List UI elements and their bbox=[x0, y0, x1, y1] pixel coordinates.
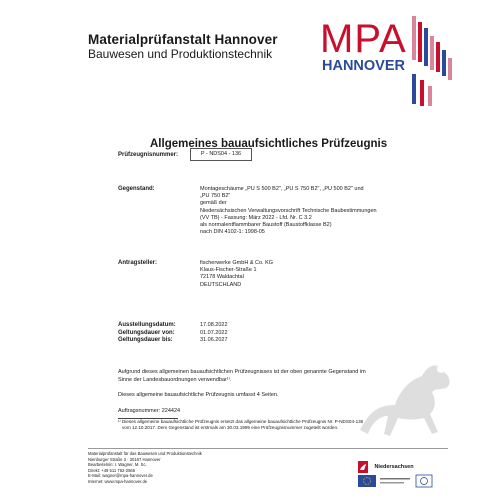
state-logo-text: Niedersachsen bbox=[374, 463, 414, 470]
niedersachsen-logo bbox=[358, 458, 448, 470]
page-count-paragraph: Dieses allgemeine bauaufsichtliche Prüfzeugnis umfasst 4 Seiten. bbox=[118, 392, 279, 398]
subject-text bbox=[200, 186, 377, 236]
issue-date-label: Ausstellungsdatum: bbox=[118, 322, 176, 328]
valid-from-value: 01.07.2022 bbox=[200, 329, 228, 336]
organization-name: Materialprüfanstalt Hannover bbox=[88, 32, 278, 47]
certificate-number-box: P - NDS04 - 136 bbox=[190, 148, 252, 161]
footnote bbox=[118, 419, 363, 430]
document-title: Allgemeines bauaufsichtliches Prüfzeugnis bbox=[150, 138, 388, 150]
subject-line: „PU 750 B2" bbox=[200, 193, 231, 200]
date-values bbox=[200, 322, 228, 345]
applicant-line: DEUTSCHLAND bbox=[200, 281, 242, 288]
mpa-hannover-logo bbox=[316, 12, 454, 112]
applicant-line: Klaus-Fischer-Straße 1 bbox=[200, 267, 257, 274]
footer-line: Bearbeitelnin: I. Wagner, M. Sc. bbox=[88, 462, 147, 467]
valid-from-label: Geltungsdauer von: bbox=[118, 329, 175, 336]
paragraph-line: Aufgrund dieses allgemeinen bauaufsichtlichen Prüfzeugnisses ist der oben genannte Gegenstand im bbox=[118, 369, 366, 375]
issue-date-value: 17.08.2022 bbox=[200, 322, 228, 328]
logo-stripes bbox=[412, 16, 452, 106]
applicant-label: Antragsteller: bbox=[118, 260, 158, 266]
subject-line: (VV TB) - Fassung: März 2022 - Lfd. Nr. C 3.2 bbox=[200, 214, 312, 221]
footer-contact bbox=[88, 451, 202, 484]
subject-line: Niedersächsischen Verwaltungsvorschrift Technische Baubestimmungen bbox=[200, 207, 377, 214]
subject-label: Gegenstand: bbox=[118, 186, 155, 192]
eu-flag-icon bbox=[358, 475, 376, 487]
footnote-line: vom 12.10.2017. Dem Gegenstand ist erstmals am 30.03.1999 eine Prüfzeugnisnummer zugeteilt worden. bbox=[122, 424, 339, 430]
state-crest-icon bbox=[358, 461, 368, 473]
logo-text-hannover: HANNOVER bbox=[322, 58, 405, 74]
subject-line: als normalentflammbarer Baustoff (Baustoffklasse B2) bbox=[200, 222, 332, 229]
certificate-number-label: Prüfzeugnisnummer: bbox=[118, 152, 179, 158]
validity-paragraph bbox=[118, 369, 366, 384]
order-number: Auftragsnummer: 224424 bbox=[118, 408, 181, 414]
subject-line: gemäß der bbox=[200, 200, 227, 207]
applicant-line: fischerwerke GmbH & Co. KG bbox=[200, 260, 274, 266]
lower-saxony-horse-watermark bbox=[340, 350, 470, 450]
footer-line: Nienburger Straße 3 · 30167 Hannover bbox=[88, 456, 161, 462]
applicant-line: 72178 Waldachtal bbox=[200, 274, 244, 281]
valid-until-label: Geltungsdauer bis: bbox=[118, 337, 173, 343]
eu-funding-logos bbox=[358, 474, 478, 488]
applicant-address bbox=[200, 260, 273, 289]
paragraph-line: Sinne der Landesbauordnungen verwendbar¹⁾. bbox=[118, 376, 232, 383]
footnote-line: ¹⁾ Dieses allgemeine bauaufsichtliche Prüfzeugnis ersetzt das allgemeine bauaufsichtliche Prüfzeugnis Nr. P-NDS04-136 bbox=[118, 419, 364, 424]
valid-until-value: 31.06.2027 bbox=[200, 337, 228, 343]
footer-line: Direkt: +49 511 762-2566 bbox=[88, 467, 136, 473]
footer-divider bbox=[88, 448, 448, 449]
subject-line: Montageschäume „PU S 500 B2", „PU S 750 B2", „PU 500 B2" und bbox=[200, 186, 364, 192]
footer-line: Internet: www.mpa-hannover.de bbox=[88, 478, 148, 484]
certificate-seal-icon bbox=[416, 475, 432, 487]
footer-line: E-Mail: wagner@mpa-hannover.de bbox=[88, 473, 153, 478]
date-labels bbox=[118, 322, 176, 345]
subject-line: nach DIN 4102-1: 1998-05 bbox=[200, 229, 265, 236]
logo-text-mpa: MPA bbox=[320, 17, 407, 61]
footer-line: Materialprüfanstalt für das Bauwesen und Produktionstechnik bbox=[88, 451, 202, 456]
organization-subtitle: Bauwesen und Produktionstechnik bbox=[88, 47, 273, 61]
